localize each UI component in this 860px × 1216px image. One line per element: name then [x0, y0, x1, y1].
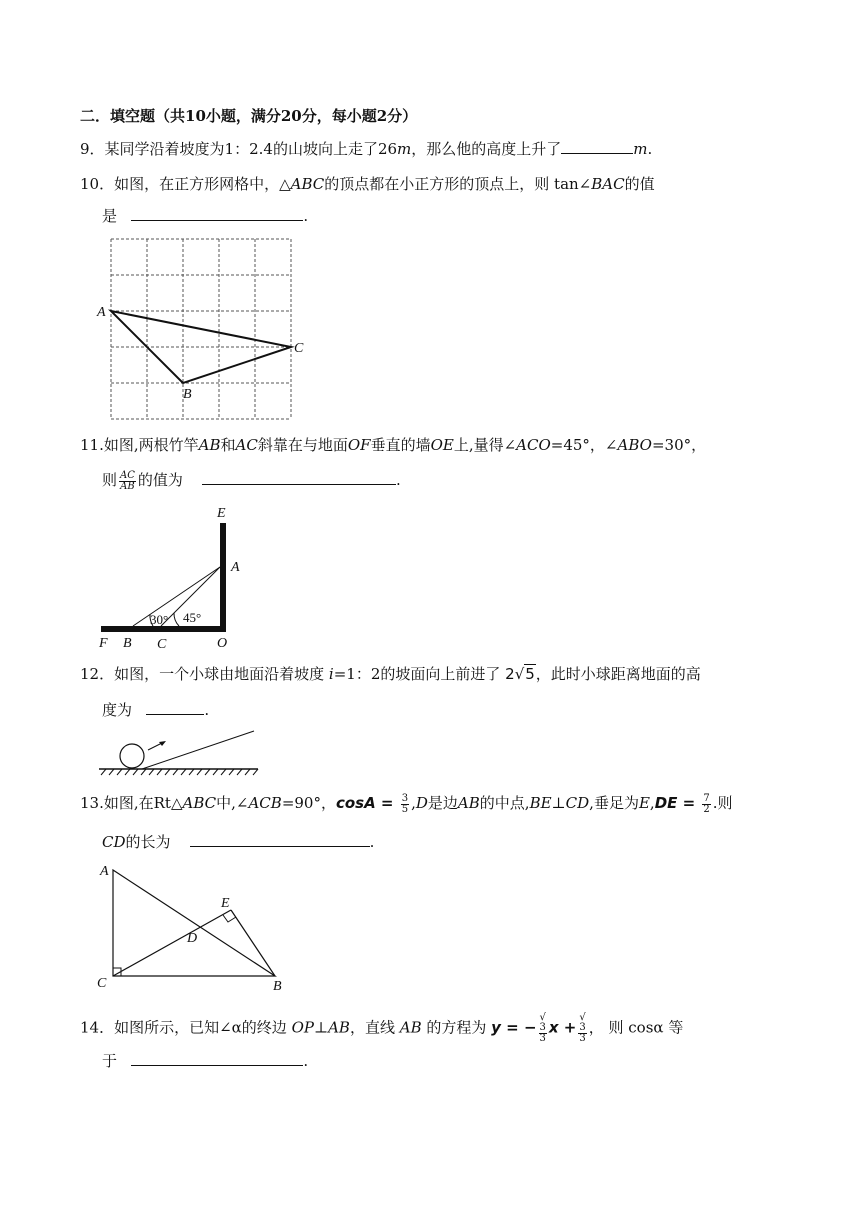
q14-r3-a: 3 [539, 1022, 546, 1033]
q14-line2: 于 [102, 1052, 118, 1070]
q13-abc: ABC [182, 794, 217, 812]
q12-radicand: 5 [525, 665, 535, 683]
label-a: A [231, 560, 240, 575]
question-14 [80, 1013, 683, 1044]
q13-text-a: 如图,在Rt△ [103, 794, 183, 812]
q13-number: 13. [80, 794, 104, 812]
q13-line2: 的长为 [125, 833, 171, 851]
label-a: A [100, 864, 109, 879]
q11-text-a: 如图,两根竹竿 [103, 436, 199, 454]
q13-triangle-figure [95, 860, 295, 995]
q13-end: . [369, 833, 375, 851]
q13-f1-num: 3 [401, 792, 409, 804]
q14-text-b: ，直线 [349, 1018, 395, 1037]
q14-r3-b: 3 [579, 1022, 586, 1033]
q11-ab: AB [198, 436, 221, 454]
q14-frac-1: √ 3 3 [539, 1012, 546, 1044]
q12-i: i [328, 665, 334, 683]
q13-eq-2: = [677, 794, 701, 812]
label-e: E [221, 896, 230, 911]
q12-coef: 2 [505, 665, 515, 683]
q11-abo: ABO [617, 436, 652, 454]
q13-d: D [415, 794, 428, 812]
q10-line2: 是 [102, 207, 118, 225]
q14-text-d: ， 则 cosα 等 [588, 1018, 684, 1037]
q12-line2: 度为 [102, 701, 133, 719]
q12-number: 12． [80, 665, 115, 683]
ground-hatching [101, 769, 258, 775]
question-13 [80, 793, 733, 815]
q13-text-i: .则 [712, 794, 733, 812]
q11-aco: ACO [516, 436, 551, 454]
q14-ab: AB [328, 1018, 350, 1037]
label-f: F [99, 636, 108, 651]
q11-of: OF [347, 436, 371, 454]
q14-text-c: 的方程为 [426, 1018, 487, 1037]
q13-text-c: =90°， [281, 794, 336, 812]
q12-end: . [204, 701, 210, 719]
q13-text-b: 中,∠ [216, 794, 249, 812]
q11-text-b: 斜靠在与地面 [257, 436, 348, 454]
angle-30-label: 30° [150, 612, 169, 627]
q14-answer-blank[interactable] [131, 1051, 303, 1066]
q14-x: x + [548, 1018, 577, 1037]
label-c: C [294, 341, 304, 356]
label-o: O [217, 636, 228, 651]
q10-number: 10． [80, 175, 115, 193]
q13-text-h: , [649, 794, 655, 812]
q14-text-a: 如图所示，已知∠α的终边 [114, 1018, 287, 1037]
label-c: C [157, 637, 167, 652]
q10-bac: BAC [591, 175, 625, 193]
q11-line2-b: 的值为 [137, 471, 183, 489]
q13-be: BE [529, 794, 552, 812]
q13-perp: ⊥ [551, 794, 566, 812]
q13-frac-2 [702, 794, 710, 815]
q11-text-e: =45°，∠ [550, 436, 618, 454]
q14-end: . [303, 1052, 309, 1070]
q11-ac: AC [235, 436, 258, 454]
section-title: 二．填空题（共10小题，满分20分，每小题2分） [80, 107, 418, 125]
q14-den-a: 3 [539, 1033, 546, 1044]
question-11 [80, 435, 706, 455]
q11-frac-num: AC [120, 469, 135, 481]
segment-cd [113, 910, 231, 976]
q13-eq: = [375, 794, 399, 812]
q12-slope-figure [96, 725, 261, 780]
label-b: B [123, 636, 132, 651]
q11-end: . [395, 471, 401, 489]
q14-number: 14． [80, 1018, 115, 1037]
q11-oe: OE [430, 436, 454, 454]
q13-cd: CD [565, 794, 590, 812]
q13-text-e: 是边 [427, 794, 458, 812]
q11-and: 和 [220, 436, 236, 454]
q13-text-g: ,垂足为 [589, 794, 639, 812]
q9-text-a: 某同学沿着坡度为1：2.4的山坡向上走了26 [104, 140, 398, 158]
q13-e: E [638, 794, 650, 812]
q11-number: 11. [80, 436, 104, 454]
triangle-abc [113, 870, 275, 976]
q12-answer-blank[interactable] [146, 700, 204, 715]
segment-be [231, 910, 275, 976]
q9-number: 9． [80, 140, 105, 158]
q14-frac-2: √ 3 3 [579, 1012, 586, 1044]
q10-grid-figure [95, 232, 305, 424]
label-a: A [97, 305, 106, 320]
q11-text-d: 上,量得∠ [453, 436, 517, 454]
question-9 [80, 139, 652, 159]
q14-op: OP [291, 1018, 314, 1037]
q9-end: . [647, 140, 653, 158]
q14-ab2: AB [399, 1018, 422, 1037]
q13-answer-blank[interactable] [190, 832, 370, 847]
question-12-line2 [102, 700, 209, 720]
q13-f1-den: 5 [401, 803, 409, 815]
q9-unit-end: m [633, 140, 648, 158]
question-10-line2 [102, 206, 308, 226]
q13-frac-1 [401, 794, 409, 815]
q10-answer-blank[interactable] [131, 206, 303, 221]
q13-text-f: 的中点, [479, 794, 530, 812]
question-14-line2 [102, 1051, 308, 1071]
q11-frac-den: AB [120, 480, 135, 492]
q13-ab: AB [457, 794, 480, 812]
q12-text-b: =1：2的坡面向上前进了 [333, 665, 501, 683]
q10-text-c: 的值 [624, 175, 655, 193]
wall-oe [220, 523, 226, 632]
label-b: B [183, 387, 192, 402]
q10-text-a: 如图，在正方形网格中，△ [114, 175, 291, 193]
q11-text-f: =30°， [651, 436, 707, 454]
label-b: B [273, 979, 282, 994]
question-12 [80, 664, 701, 684]
q10-text-b: 的顶点都在小正方形的顶点上，则 tan∠ [324, 175, 592, 193]
q13-de: DE [654, 794, 678, 812]
q10-abc: ABC [290, 175, 325, 193]
q9-text-b: ，那么他的高度上升了 [411, 140, 562, 158]
pole-ab [133, 567, 220, 626]
q10-end: . [303, 207, 309, 225]
q11-text-c: 垂直的墙 [370, 436, 431, 454]
q14-eq-left: y = − [491, 1018, 537, 1037]
q13-cosa: cosA [335, 794, 376, 812]
label-d: D [187, 931, 198, 946]
angle-45-label: 45° [183, 610, 202, 625]
q12-text-a: 如图，一个小球由地面沿着坡度 [114, 665, 325, 683]
question-11-line2 [102, 470, 401, 492]
q12-text-c: ，此时小球距离地面的高 [535, 665, 701, 683]
question-13-line2 [102, 832, 374, 852]
q9-unit-m: m [397, 140, 412, 158]
q12-sqrt-expr: 2√5 [505, 665, 535, 683]
right-angle-e [223, 915, 236, 922]
angle-arc-45 [174, 613, 179, 626]
slope-line [142, 731, 254, 769]
q13-acb: ACB [248, 794, 282, 812]
ball [120, 744, 144, 768]
q11-answer-blank[interactable] [202, 470, 396, 485]
q13-line2-cd: CD [102, 833, 126, 851]
question-10 [80, 174, 655, 194]
label-e: E [217, 506, 226, 521]
q14-den-b: 3 [579, 1033, 586, 1044]
q11-line2-a: 则 [102, 471, 118, 489]
q9-answer-blank[interactable] [561, 139, 633, 154]
q13-text-d: , [411, 794, 416, 812]
q11-fraction [119, 471, 136, 492]
q11-wall-figure [95, 500, 255, 655]
q13-f2-num: 7 [703, 792, 710, 804]
label-c: C [97, 976, 107, 991]
q13-f2-den: 2 [703, 803, 710, 815]
q14-perp: ⊥ [313, 1018, 329, 1037]
